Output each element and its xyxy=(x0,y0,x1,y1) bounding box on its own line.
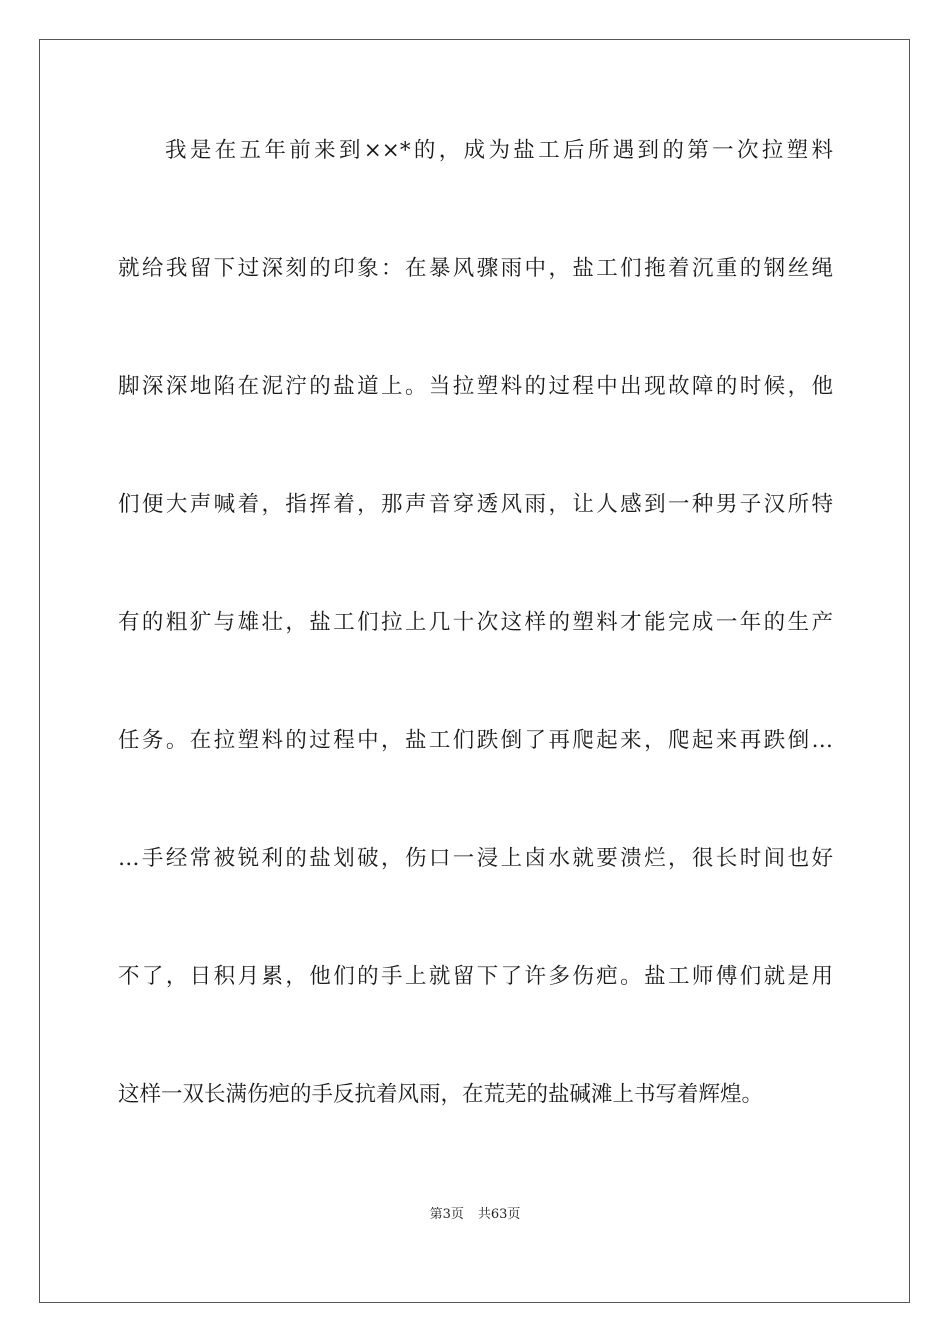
text-line-2: 就给我留下过深刻的印象：在暴风骤雨中，盐工们拖着沉重的钢丝绳 xyxy=(118,256,833,281)
text-line-6: 任务。在拉塑料的过程中，盐工们跌倒了再爬起来，爬起来再跌倒… xyxy=(118,728,833,753)
text-line-5: 有的粗犷与雄壮，盐工们拉上几十次这样的塑料才能完成一年的生产 xyxy=(118,610,833,635)
text-line-1: 我是在五年前来到××*的，成为盐工后所遇到的第一次拉塑料 xyxy=(165,138,833,163)
text-line-3: 脚深深地陷在泥泞的盐道上。当拉塑料的过程中出现故障的时候，他 xyxy=(118,374,833,399)
text-line-4: 们便大声喊着，指挥着，那声音穿透风雨，让人感到一种男子汉所特 xyxy=(118,492,833,517)
page-footer xyxy=(0,1206,950,1224)
text-line-9: 这样一双长满伤疤的手反抗着风雨，在荒芜的盐碱滩上书写着辉煌。 xyxy=(118,1082,764,1107)
page-number: 第3页 xyxy=(429,1207,464,1222)
page-total: 共63页 xyxy=(477,1207,521,1222)
text-line-8: 不了，日积月累，他们的手上就留下了许多伤疤。盐工师傅们就是用 xyxy=(118,964,833,989)
text-line-7: …手经常被锐利的盐划破，伤口一浸上卤水就要溃烂，很长时间也好 xyxy=(118,846,833,871)
page-border xyxy=(39,39,910,1303)
